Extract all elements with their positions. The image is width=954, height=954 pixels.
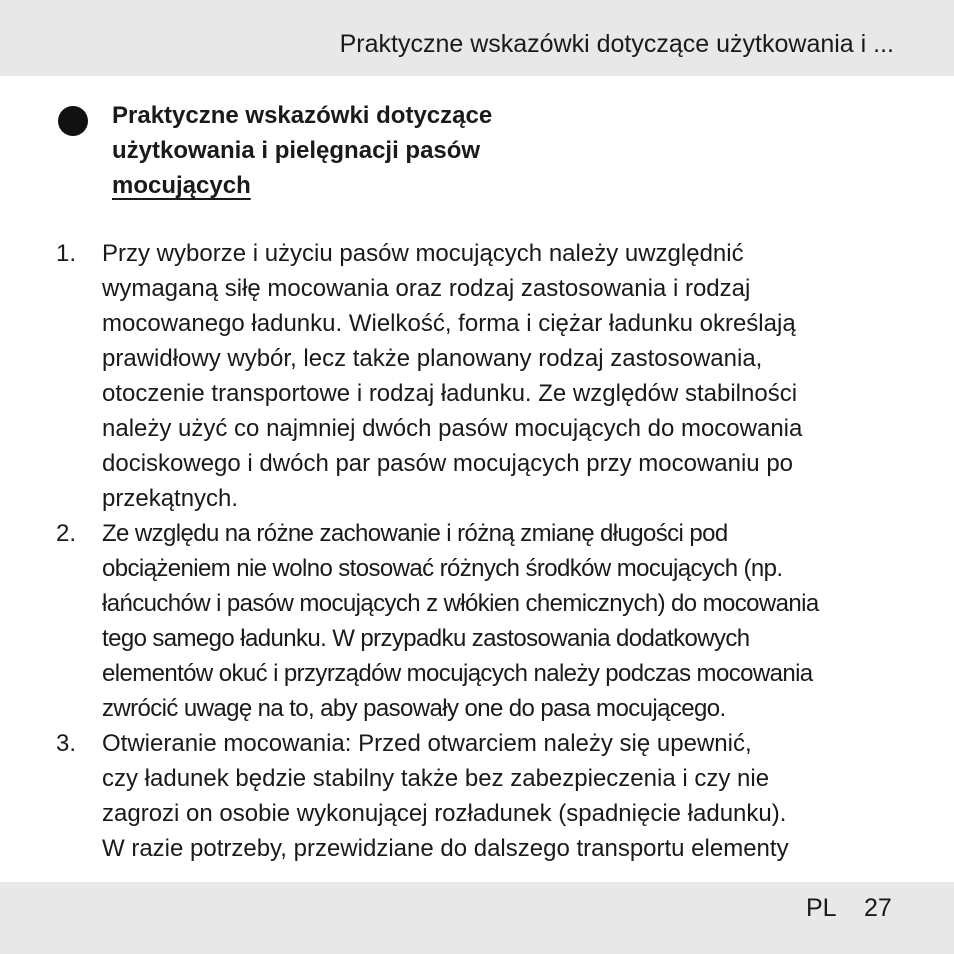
list-item <box>56 516 936 726</box>
item-number: 3. <box>56 730 77 757</box>
item-text-line: należy użyć co najmniej dwóch pasów mocujących do mocowania <box>102 415 803 442</box>
item-text-line: zagrozi on osobie wykonującej rozładunek (spadnięcie ładunku). <box>102 800 787 827</box>
item-text-line: W razie potrzeby, przewidziane do dalszego transportu elementy <box>102 835 789 862</box>
item-text-line: łańcuchów i pasów mocujących z włókien chemicznych) do mocowania <box>102 590 819 617</box>
list-item <box>56 726 936 866</box>
item-text-line: zwrócić uwagę na to, aby pasowały one do pasa mocującego. <box>102 695 726 722</box>
heading-line: Praktyczne wskazówki dotyczące <box>112 102 493 129</box>
heading-line: użytkowania i pielęgnacji pasów <box>112 137 481 164</box>
heading-line: mocujących <box>112 172 251 199</box>
section-bullet-icon <box>58 106 88 136</box>
item-text-line: tego samego ładunku. W przypadku zastosowania dodatkowych <box>102 625 750 652</box>
running-title: Praktyczne wskazówki dotyczące użytkowania i ... <box>339 30 894 58</box>
language-code: PL <box>806 894 837 922</box>
item-text-line: mocowanego ładunku. Wielkość, forma i ciężar ładunku określają <box>102 310 796 337</box>
item-text-line: prawidłowy wybór, lecz także planowany rodzaj zastosowania, <box>102 345 763 372</box>
item-text-line: wymaganą siłę mocowania oraz rodzaj zastosowania i rodzaj <box>102 275 751 302</box>
list-item <box>56 236 936 516</box>
item-text-line: dociskowego i dwóch par pasów mocujących przy mocowaniu po <box>102 450 794 477</box>
item-text-line: Przy wyborze i użyciu pasów mocujących należy uwzględnić <box>102 240 744 267</box>
item-text-line: Otwieranie mocowania: Przed otwarciem należy się upewnić, <box>102 730 752 757</box>
page-number: 27 <box>864 894 892 922</box>
item-text-line: czy ładunek będzie stabilny także bez zabezpieczenia i czy nie <box>102 765 770 792</box>
item-text-line: otoczenie transportowe i rodzaj ładunku. Ze względów stabilności <box>102 380 798 407</box>
page-footer <box>0 882 954 954</box>
item-text-line: obciążeniem nie wolno stosować różnych środków mocujących (np. <box>102 555 783 582</box>
item-text-line: Ze względu na różne zachowanie i różną zmianę długości pod <box>102 520 728 547</box>
item-text-line: elementów okuć i przyrządów mocujących należy podczas mocowania <box>102 660 813 687</box>
section-heading <box>112 98 912 203</box>
item-number: 2. <box>56 520 77 547</box>
running-header <box>0 0 954 76</box>
item-number: 1. <box>56 240 77 267</box>
item-text-line: przekątnych. <box>102 485 239 512</box>
instruction-list <box>56 236 936 866</box>
